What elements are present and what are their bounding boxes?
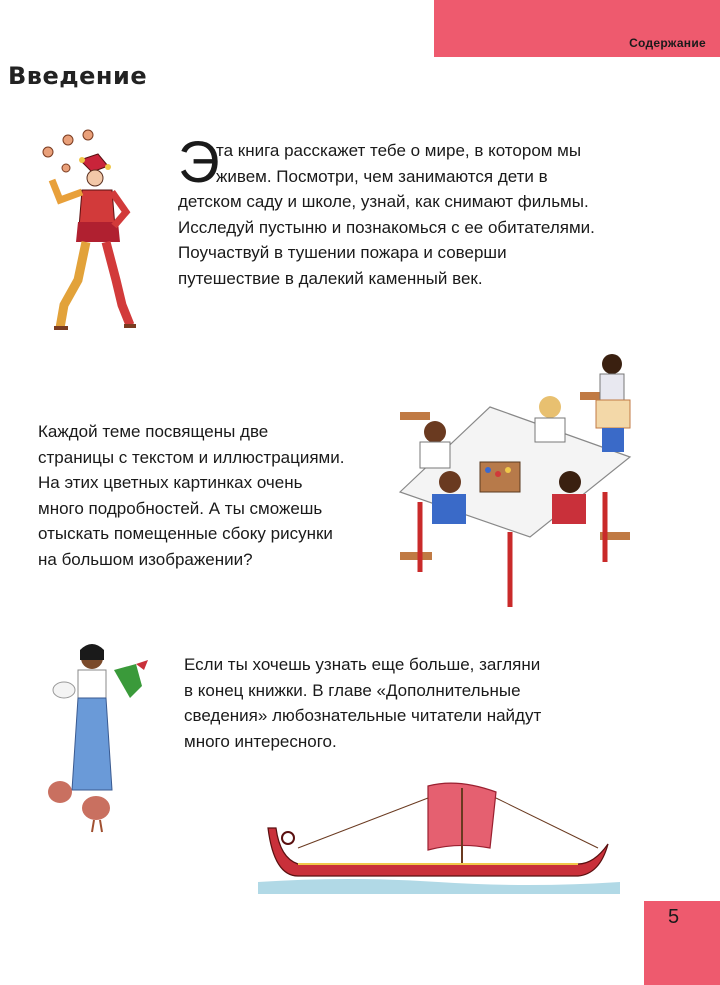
- text-line: Каждой теме посвящены две: [38, 422, 269, 441]
- text-line: На этих цветных картинках очень: [38, 473, 303, 492]
- jester-illustration: [38, 130, 138, 335]
- section-tab: [434, 0, 720, 57]
- text-line: на большом изображении?: [38, 549, 253, 569]
- text-line: живем. Посмотри, чем занимаются дети в: [216, 166, 548, 186]
- text-line: Если ты хочешь узнать еще больше, загляни: [184, 655, 541, 674]
- topics-paragraph: [38, 419, 378, 572]
- text-line: много подробностей. А ты сможешь: [38, 498, 323, 518]
- section-label: Содержание: [629, 36, 706, 50]
- text-line: та книга расскажет тебе о мире, в котором мы: [216, 141, 582, 160]
- text-line: путешествие в далекий каменный век.: [178, 268, 483, 288]
- page-number: 5: [668, 906, 680, 928]
- page-number-box: [644, 901, 720, 985]
- text-line: много интересного.: [184, 731, 337, 751]
- text-line: отыскать помещенные сбоку рисунки: [38, 524, 333, 543]
- girl-parrot-illustration: [44, 640, 154, 840]
- children-table-illustration: [380, 352, 650, 612]
- drop-cap: Э: [178, 130, 220, 195]
- galley-ship-illustration: [258, 778, 620, 898]
- text-line: сведения» любознательные читатели найдут: [184, 706, 542, 725]
- intro-paragraph: [178, 130, 658, 291]
- text-line: в конец книжки. В главе «Дополнительные: [184, 680, 521, 700]
- text-line: детском саду и школе, узнай, как снимают фильмы.: [178, 192, 589, 211]
- more-info-paragraph: [184, 652, 564, 754]
- text-line: Поучаствуй в тушении пожара и соверши: [178, 243, 507, 262]
- text-line: страницы с текстом и иллюстрациями.: [38, 447, 345, 467]
- text-line: Исследуй пустыню и познакомься с ее обитателями.: [178, 217, 595, 237]
- page-title: Введение: [8, 62, 148, 90]
